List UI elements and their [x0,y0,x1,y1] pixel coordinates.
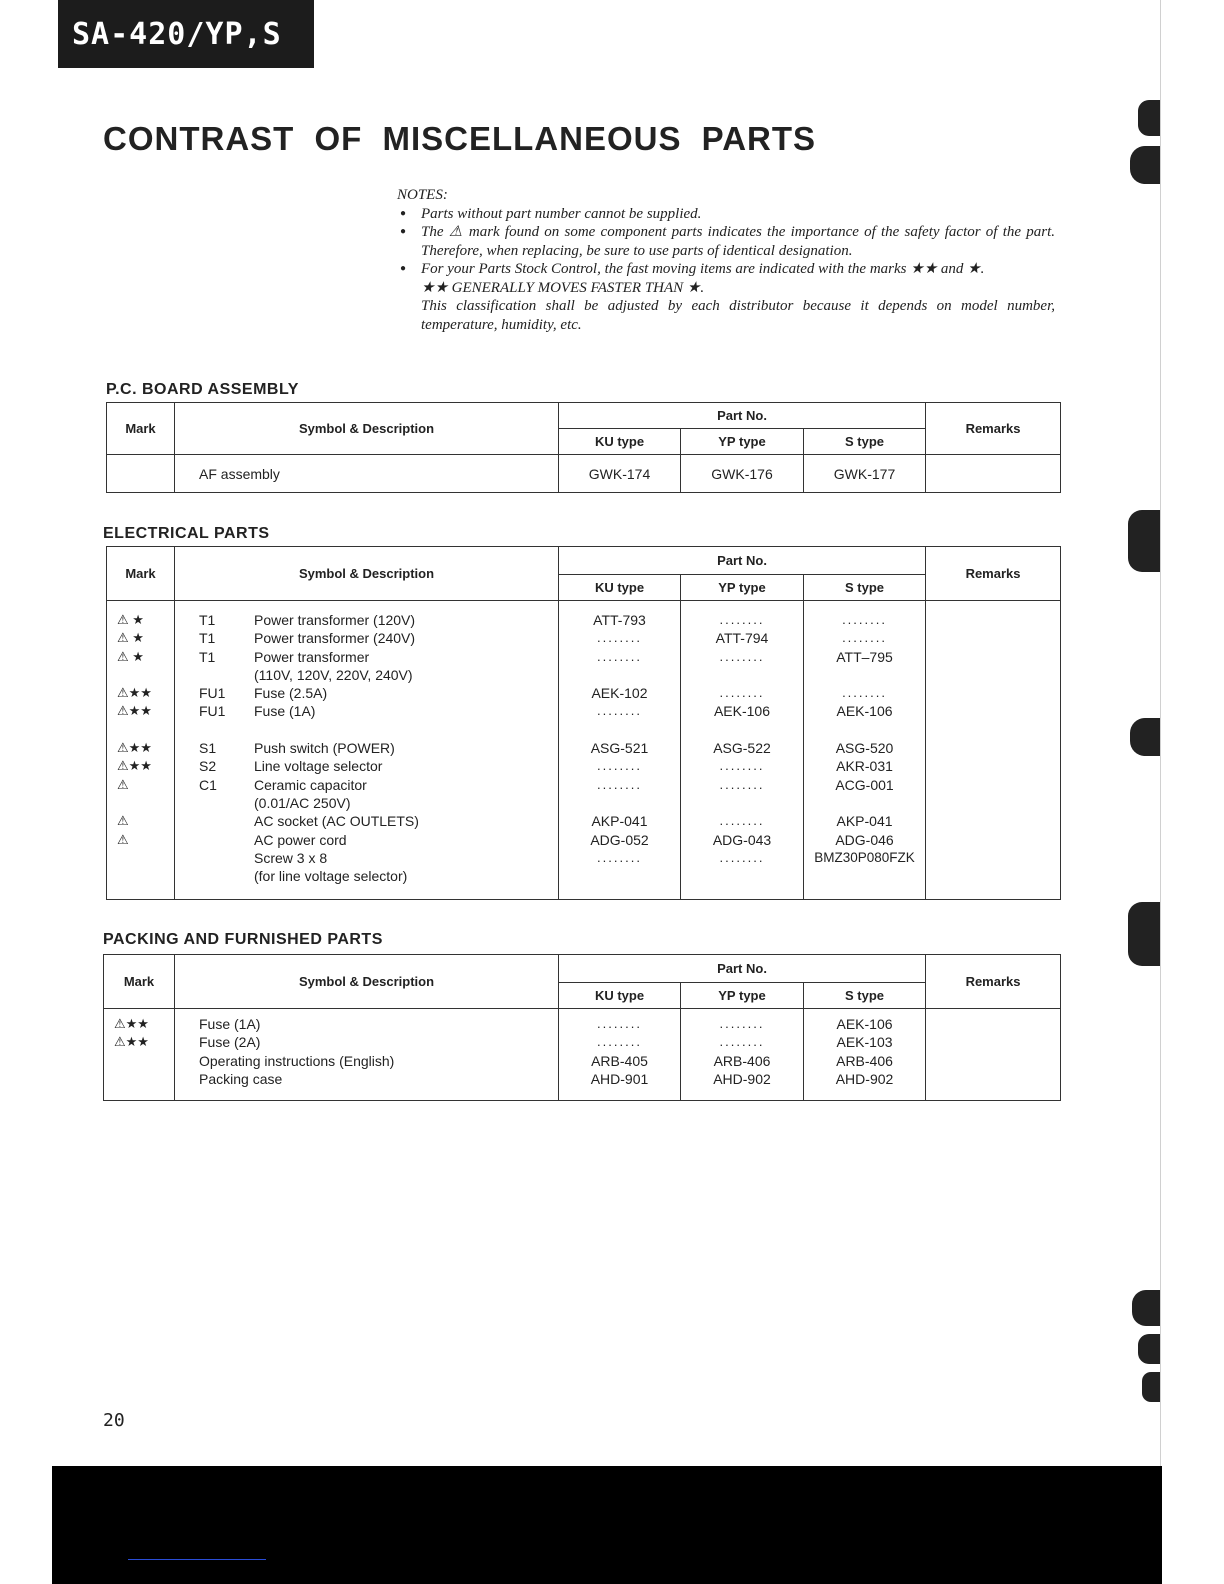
s-part-cell: AHD-902 [835,1070,894,1087]
description-cell [199,867,558,885]
ku-part-cell: ASG-521 [590,740,649,757]
packing-table [103,954,1061,1101]
mark-cell [117,794,174,812]
ku-part-cell: ATT-793 [593,612,646,628]
header-mark: Mark [104,955,175,1009]
remarks-cell [926,1009,1061,1101]
notes-heading: NOTES: [397,187,448,203]
page-edge-line [1160,0,1161,1470]
description-text: Power transformer [254,648,370,665]
ku-part-cell: ........ [597,1016,642,1031]
yp-part-cell: ARB-406 [713,1052,771,1069]
description-cell: Packing case [199,1070,283,1087]
s-part-cell: AKR-031 [836,758,893,775]
scan-border-bar [52,1466,1162,1584]
mark-cell [117,721,174,739]
s-part-cell [804,721,925,739]
packing-body [104,1009,1061,1101]
s-column [804,601,926,900]
header-symbol-description: Symbol & Description [175,403,559,455]
mark-cell: ⚠ [117,813,129,829]
remarks-cell [926,601,1061,900]
description-cell [199,739,558,757]
yp-part-cell: ........ [719,776,765,792]
punch-mark [1130,146,1160,184]
punch-mark [1142,1372,1160,1402]
punch-mark [1128,510,1160,572]
description-cell [199,776,558,794]
mark-cell: ⚠★★ [117,685,152,701]
ku-part-cell: ........ [597,630,642,646]
header-part-no: Part No. [559,403,926,429]
description-cell [199,721,558,739]
page-number: 20 [103,1410,125,1431]
mark-cell [114,1070,174,1088]
s-part-cell: ARB-406 [836,1052,893,1069]
yp-part-cell: ........ [719,612,765,627]
mark-cell [117,666,174,684]
mark-cell: ⚠ ★ [117,630,144,646]
section-title-pcb: P.C. BOARD ASSEMBLY [106,381,299,398]
description-cell: Fuse (2A) [199,1034,261,1051]
mark-cell [117,867,174,885]
symbol-cell: FU1 [199,703,226,720]
s-part-cell: ASG-520 [835,740,894,757]
header-yp-type: YP type [681,575,804,601]
description-column [175,601,559,900]
description-text: Power transformer (120V) [254,612,416,628]
ku-part-cell: ARB-405 [591,1052,648,1069]
s-column [804,1009,926,1101]
ku-part-cell: ........ [597,648,642,664]
yp-part-cell: ADG-043 [712,831,772,848]
ku-part-cell: ........ [597,776,642,792]
mark-cell: ⚠ ★ [117,612,144,627]
s-part-cell: ACG-001 [835,776,894,793]
yp-column [681,1009,804,1101]
header-yp-type: YP type [681,983,804,1009]
header-ku-type: KU type [559,429,681,455]
description-cell [199,794,558,812]
yp-part-cell [681,721,803,739]
ku-part-cell [559,794,680,812]
description-cell: AF assembly [199,465,280,482]
pcb-table [106,402,1061,493]
description-cell [199,812,558,830]
symbol-cell: S1 [199,740,217,757]
ku-part-cell: ADG-052 [590,831,649,848]
header-s-type: S type [804,575,926,601]
ku-part-cell [559,666,680,684]
electrical-body [107,601,1061,900]
description-cell [199,702,558,720]
s-part-cell: GWK-177 [833,465,896,482]
yp-part-cell: AEK-106 [713,703,771,720]
s-part-cell: ........ [842,685,887,701]
header-remarks: Remarks [926,955,1061,1009]
ku-column [559,601,681,900]
ku-part-cell: AHD-901 [590,1070,649,1087]
description-cell [199,849,558,867]
ku-part-cell [559,721,680,739]
description-text: Power transformer (240V) [254,630,416,647]
mark-cell [114,1052,174,1070]
ku-part-cell: ........ [597,849,642,865]
yp-part-cell: ........ [719,813,765,829]
mark-column [107,601,175,900]
yp-part-cell: ........ [719,758,765,774]
s-part-cell: AEK-103 [836,1034,893,1051]
ku-part-cell: ........ [597,758,642,774]
page-title: CONTRAST OF MISCELLANEOUS PARTS [103,120,817,157]
description-cell [199,666,558,684]
mark-column [104,1009,175,1101]
punch-mark [1132,1290,1160,1326]
mark-cell: ⚠ [117,831,129,847]
mark-cell: ⚠★★ [117,703,152,719]
s-part-cell [804,794,925,812]
yp-part-cell: ........ [719,1034,765,1050]
punch-mark [1138,1334,1160,1364]
description-column [175,1009,559,1101]
link-underline [128,1559,266,1560]
ku-part-cell: AEK-102 [591,685,648,702]
description-cell [199,629,558,647]
s-part-cell: AKP-041 [836,813,893,830]
yp-part-cell [681,666,803,684]
header-s-type: S type [804,983,926,1009]
yp-part-cell: ASG-522 [713,740,771,757]
yp-part-cell [681,794,803,812]
header-part-no: Part No. [559,955,926,983]
header-ku-type: KU type [559,575,681,601]
note-item: ● Parts without part number cannot be supplied. [397,205,1055,224]
description-text: Push switch (POWER) [254,740,395,757]
section-title-electrical: ELECTRICAL PARTS [103,525,270,542]
notes-block [397,186,1055,334]
description-text: (110V, 120V, 220V, 240V) [254,666,413,683]
mark-cell: ⚠ [117,776,129,792]
mark-cell: ⚠★★ [117,758,152,774]
s-part-cell: ........ [842,630,887,646]
header-ku-type: KU type [559,983,681,1009]
ku-part-cell: GWK-174 [588,465,651,482]
header-mark: Mark [107,403,175,455]
punch-mark [1138,100,1160,136]
mark-cell [117,849,174,867]
symbol-cell: T1 [199,630,216,647]
yp-part-cell: ........ [719,648,765,664]
symbol-cell: S2 [199,758,217,775]
s-part-cell: AEK-106 [836,1016,893,1032]
symbol-cell: FU1 [199,685,226,702]
header-remarks: Remarks [926,547,1061,601]
punch-mark [1130,718,1160,756]
s-part-cell: ........ [842,612,887,627]
table-row [107,455,1061,493]
s-part-cell: AEK-106 [836,703,893,720]
yp-part-cell: ATT-794 [715,630,769,647]
header-remarks: Remarks [926,403,1061,455]
symbol-cell: T1 [199,648,216,665]
description-text: AC power cord [254,831,347,848]
symbol-cell: T1 [199,612,216,628]
mark-cell: ⚠★★ [117,740,152,756]
description-text: Ceramic capacitor [254,776,367,793]
description-cell: Operating instructions (English) [199,1052,395,1069]
yp-part-cell: GWK-176 [711,465,773,482]
electrical-table [106,546,1061,900]
ku-part-cell: ........ [597,1034,642,1050]
yp-part-cell: AHD-902 [713,1070,771,1087]
description-cell [199,648,558,666]
s-part-cell [804,867,925,885]
description-cell [199,684,558,702]
yp-part-cell: ........ [719,1016,765,1031]
description-cell [199,611,558,629]
description-text: (for line voltage selector) [254,868,408,885]
s-part-cell: ATT–795 [836,648,893,665]
symbol-cell: C1 [199,776,217,793]
description-text: (0.01/AC 250V) [254,794,351,811]
note-generally: ★★ GENERALLY MOVES FASTER THAN ★. [421,279,705,296]
yp-part-cell: ........ [719,849,765,865]
mark-cell: ⚠ ★ [117,648,144,664]
header-s-type: S type [804,429,926,455]
description-text: Fuse (1A) [254,703,316,720]
ku-part-cell: AKP-041 [591,813,648,830]
ku-part-cell [559,867,680,885]
note-item: ● The ⚠ mark found on some component parts indicates the importance of the safety factor of the part. Therefore, when replacing, be sure to use parts of identical designation. [397,223,1055,260]
yp-part-cell: ........ [719,685,765,701]
s-part-cell: BMZ30P080FZK [814,849,915,865]
description-cell: Fuse (1A) [199,1016,261,1032]
section-title-packing: PACKING AND FURNISHED PARTS [103,931,383,948]
description-text: Fuse (2.5A) [254,685,328,702]
model-tag: SA-420/YP,S [58,0,314,68]
header-part-no: Part No. [559,547,926,575]
note-classification: This classification shall be adjusted by each distributor because it depends on model number, temperature, humidity, etc. [421,298,1055,333]
s-part-cell: ADG-046 [835,831,894,848]
header-yp-type: YP type [681,429,804,455]
s-part-cell [804,666,925,684]
mark-cell: ⚠★★ [114,1034,149,1050]
header-symbol-description: Symbol & Description [175,955,559,1009]
mark-cell: ⚠★★ [114,1016,149,1031]
description-cell [199,831,558,849]
yp-column [681,601,804,900]
yp-part-cell [681,867,803,885]
description-text: AC socket (AC OUTLETS) [254,813,419,830]
description-text: Line voltage selector [254,758,383,775]
header-mark: Mark [107,547,175,601]
description-cell [199,757,558,775]
ku-column [559,1009,681,1101]
ku-part-cell: ........ [597,703,642,719]
header-symbol-description: Symbol & Description [175,547,559,601]
punch-mark [1128,902,1160,966]
remarks-cell [926,455,1061,493]
note-item: ● For your Parts Stock Control, the fast moving items are indicated with the marks ★★ and ★. [397,260,1055,279]
description-text: Screw 3 x 8 [254,849,328,866]
